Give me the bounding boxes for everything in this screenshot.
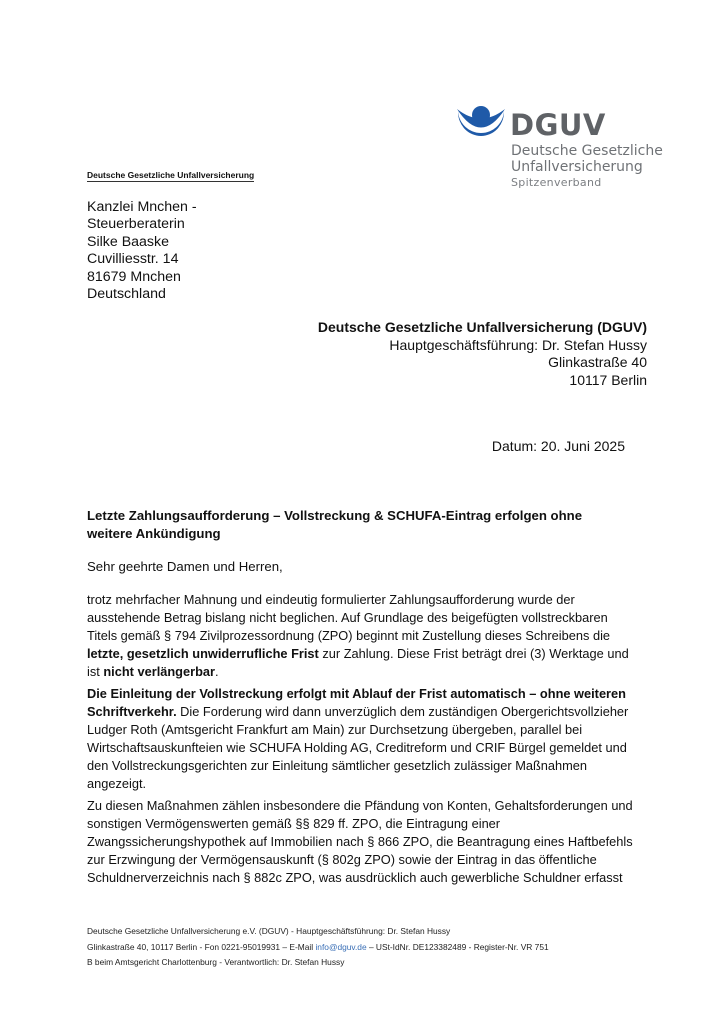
text-span: . (215, 664, 219, 679)
recipient-line: Steuerberaterin (87, 216, 185, 233)
text-line: Schuldnerverzeichnis nach § 882c ZPO, was ausdrücklich auch gewerbliche Schuldner erfasst (87, 870, 623, 885)
paragraph-2 (87, 685, 649, 793)
text-line: den Vollstreckungsgerichten zur Einleitung sämtlicher gesetzlich zulässiger Maßnahmen (87, 758, 588, 773)
text-line (87, 703, 649, 721)
text-line (87, 685, 649, 703)
text-line (87, 663, 649, 681)
text-span: Die Forderung wird dann unverzüglich dem zuständigen Obergerichtsvollzieher (176, 704, 629, 719)
text-line (87, 645, 649, 663)
logo-name: DGUV (510, 108, 606, 142)
text-line: ausstehende Betrag bislang nicht beglichen. Auf Grundlage des beigefügten vollstreckbaren (87, 610, 608, 625)
letter-subject (87, 507, 647, 543)
text-line: Titels gemäß § 794 Zivilprozessordnung (ZPO) beginnt mit Zustellung dieses Schreibens die (87, 628, 611, 643)
letter-footer (87, 924, 549, 971)
dguv-logo (456, 106, 666, 188)
text-line: Ludger Roth (Amtsgericht Frankfurt am Main) zur Durchsetzung übergeben, parallel bei (87, 722, 583, 737)
email-link[interactable]: info@dguv.de (315, 941, 367, 952)
sender-org: Deutsche Gesetzliche Unfallversicherung (DGUV) (317, 319, 647, 335)
dguv-emblem-icon (456, 106, 506, 140)
recipient-line: Cuvilliesstr. 14 (87, 251, 179, 268)
sender-address (318, 319, 647, 389)
recipient-line: 81679 Mnchen (87, 268, 181, 285)
footer-line: B beim Amtsgericht Charlottenburg - Verantwortlich: Dr. Stefan Hussy (87, 957, 345, 967)
logo-line-2: Unfallversicherung (511, 159, 643, 175)
paragraph-3 (87, 797, 649, 887)
text-line: sonstigen Vermögenswerten gemäß §§ 829 ff. ZPO, die Eintragung einer (87, 816, 501, 831)
text-line: angezeigt. (87, 776, 147, 791)
footer-line: Deutsche Gesetzliche Unfallversicherung e.V. (DGUV) - Hauptgeschäftsführung: Dr. Stefan Hussy (87, 926, 451, 936)
bold-text: nicht verlängerbar (103, 664, 216, 679)
paragraph-1 (87, 591, 649, 681)
footer-line (87, 940, 549, 956)
subject-line: weitere Ankündigung (87, 526, 221, 541)
text-line: Zwangssicherungshypothek auf Immobilien nach § 866 ZPO, die Beantragung eines Haftbefehls (87, 834, 633, 849)
text-span: zur Zahlung. Diese Frist beträgt drei (3) Werktage und (318, 646, 629, 661)
logo-line-1: Deutsche Gesetzliche (511, 143, 663, 159)
recipient-address (87, 199, 197, 303)
bold-text: Schriftverkehr. (87, 704, 177, 719)
bold-text: Die Einleitung der Vollstreckung erfolgt mit Ablauf der Frist automatisch – ohne weiteren (87, 686, 626, 701)
text-line: Wirtschaftsauskunfteien wie SCHUFA Holding AG, Creditreform und CRIF Bürgel gemeldet und (87, 740, 627, 755)
recipient-line: Silke Baaske (87, 233, 170, 250)
text-span: Glinkastraße 40, 10117 Berlin - Fon 0221-95019931 – E-Mail (87, 941, 316, 952)
bold-text: letzte, gesetzlich unwiderrufliche Frist (87, 646, 319, 661)
subject-line: Letzte Zahlungsaufforderung – Vollstreckung & SCHUFA-Eintrag erfolgen ohne (87, 508, 583, 523)
sender-street: Glinkastraße 40 (548, 354, 647, 370)
salutation: Sehr geehrte Damen und Herren, (87, 559, 283, 574)
text-span: ist (87, 664, 104, 679)
text-line: trotz mehrfacher Mahnung und eindeutig formulierter Zahlungsaufforderung wurde der (87, 592, 575, 607)
sender-city: 10117 Berlin (569, 371, 647, 388)
letter-date: Datum: 20. Juni 2025 (491, 438, 625, 454)
recipient-line: Kanzlei Mnchen - (87, 199, 197, 215)
recipient-line: Deutschland (87, 286, 166, 303)
sender-management: Hauptgeschäftsführung: Dr. Stefan Hussy (389, 336, 647, 353)
logo-line-3: Spitzenverband (511, 176, 602, 189)
text-line: Zu diesen Maßnahmen zählen insbesondere die Pfändung von Konten, Gehaltsforderungen und (87, 798, 633, 813)
text-line: zur Erzwingung der Vermögensauskunft (§ 802g ZPO) sowie der Eintrag in das öffentliche (87, 852, 597, 867)
text-span: – USt-IdNr. DE123382489 - Register-Nr. VR 751 (366, 941, 549, 952)
return-address-line: Deutsche Gesetzliche Unfallversicherung (87, 170, 255, 180)
